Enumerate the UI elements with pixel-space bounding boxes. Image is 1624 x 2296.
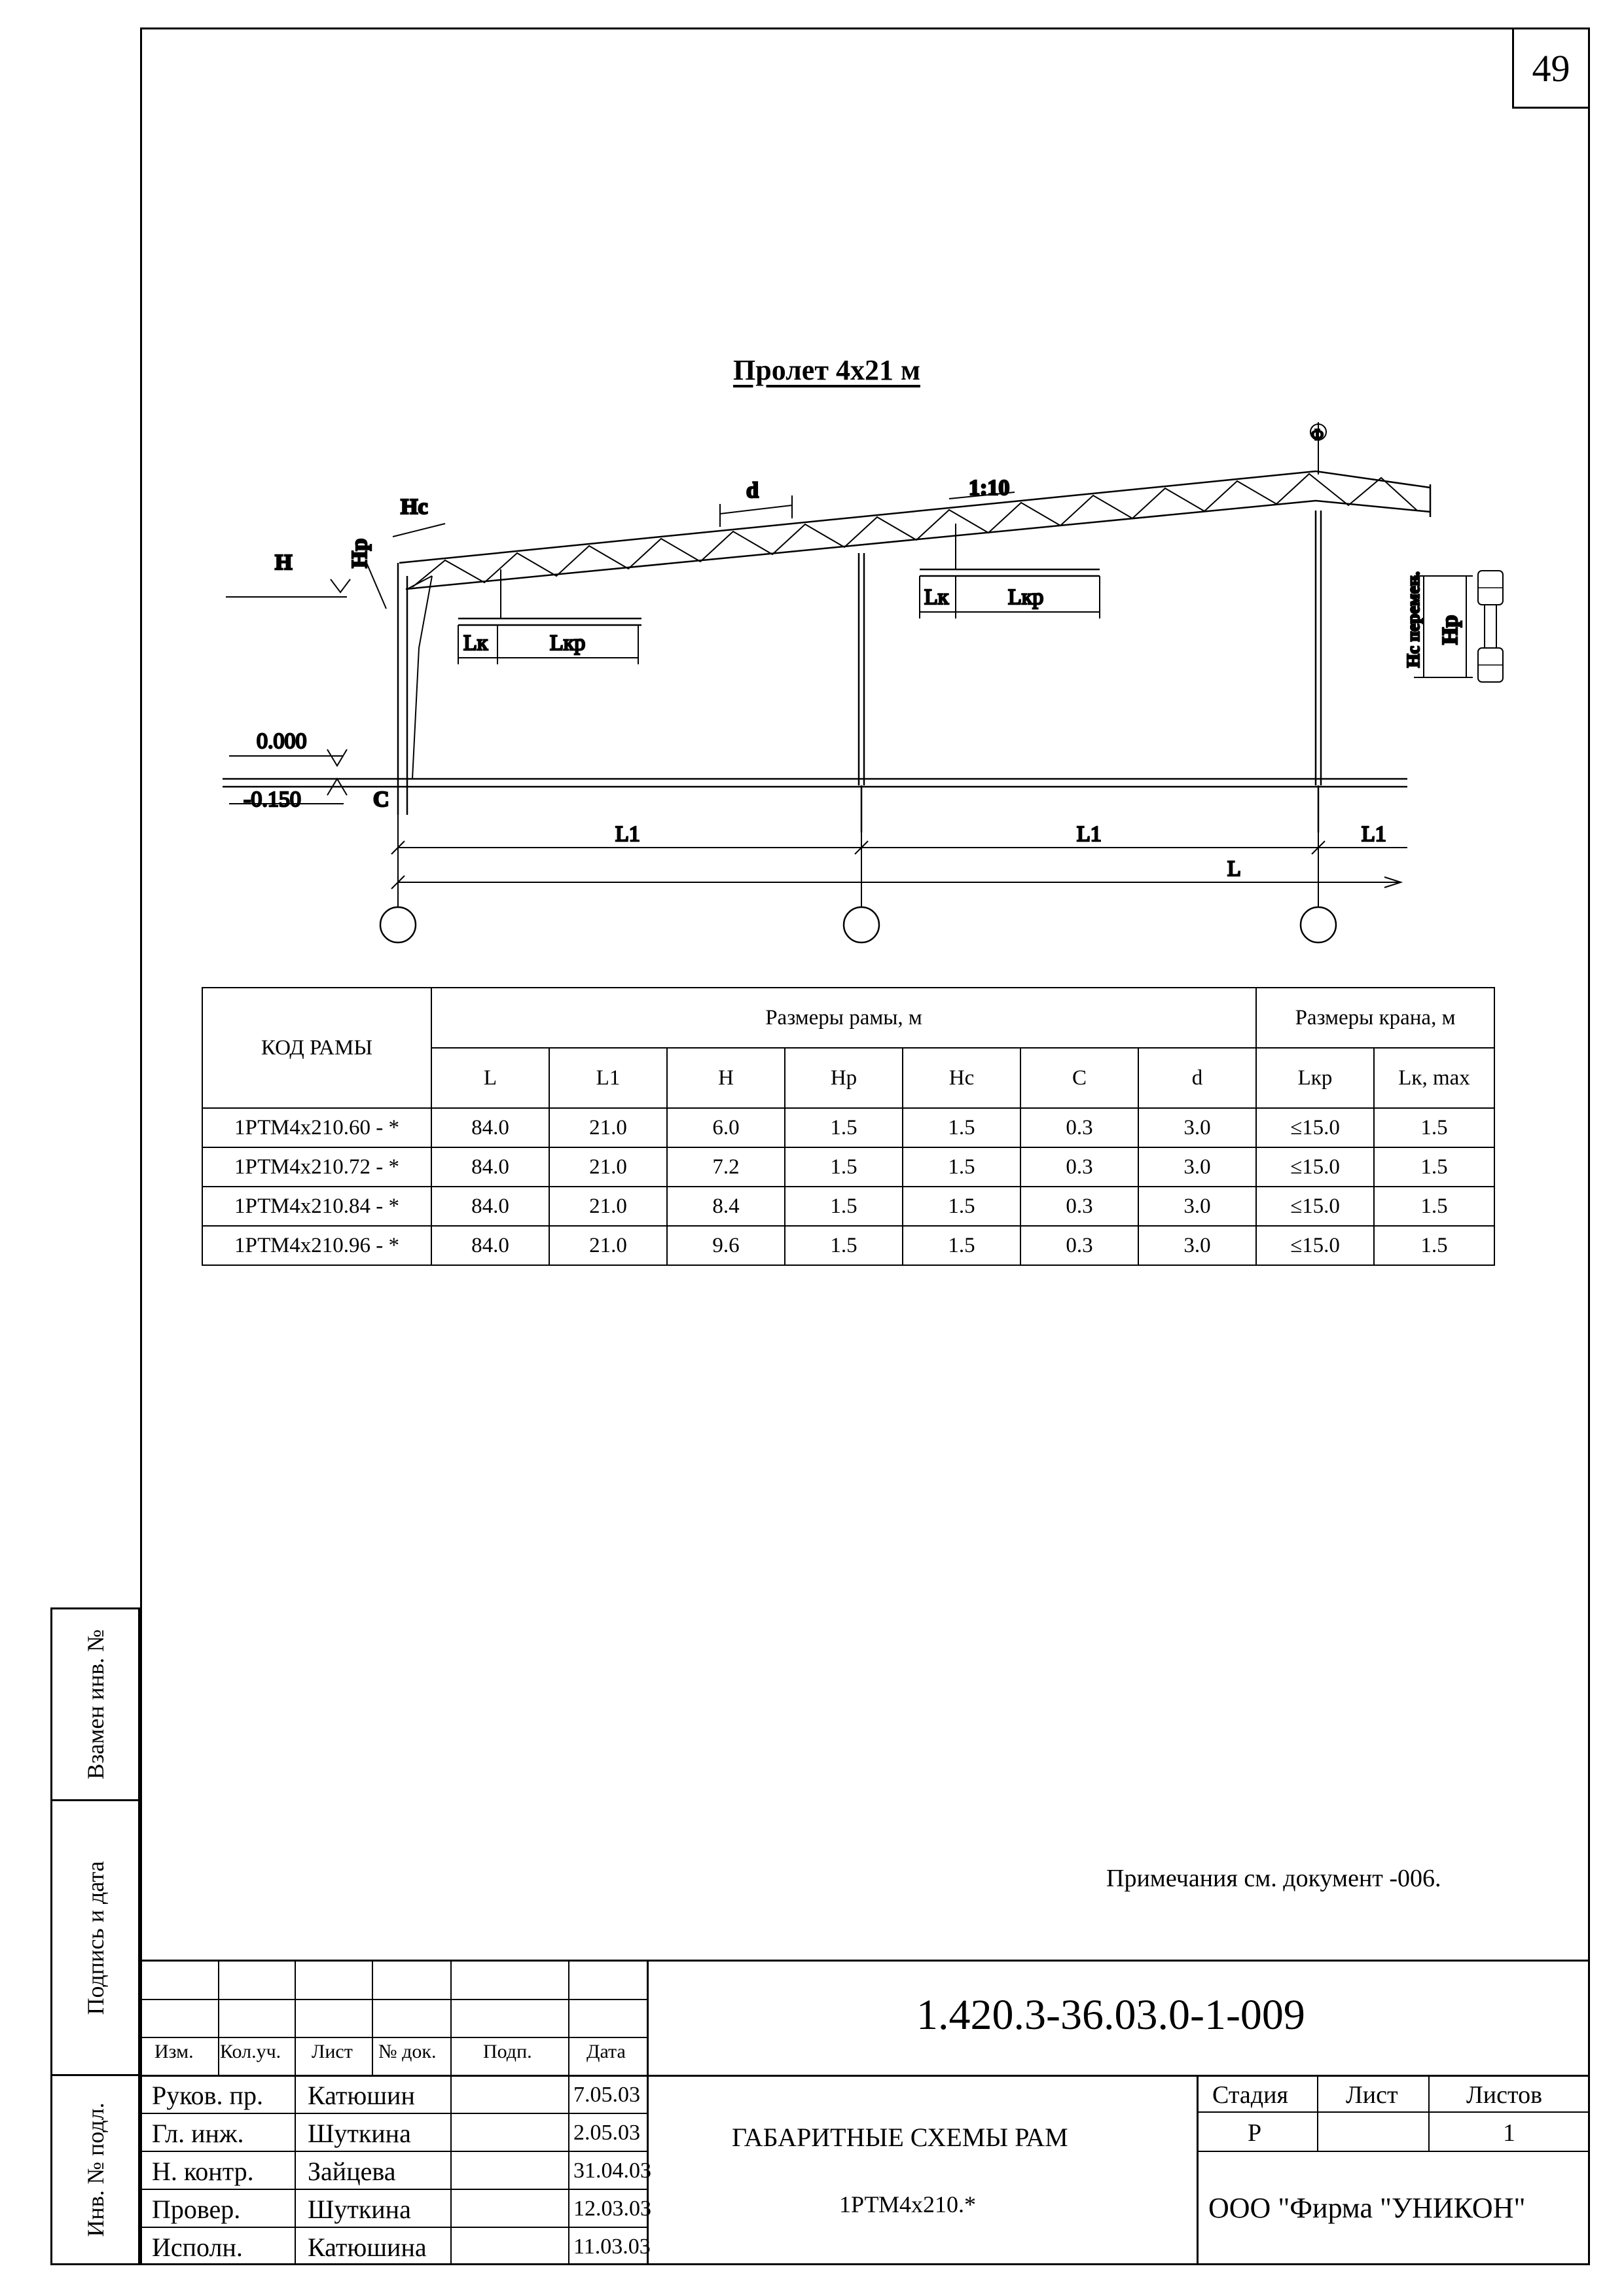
cell: 1.5 bbox=[785, 1187, 903, 1226]
cell: 21.0 bbox=[549, 1187, 667, 1226]
cell: 1.5 bbox=[785, 1147, 903, 1187]
sheets-value: 1 bbox=[1503, 2119, 1515, 2147]
strip-replace-inv bbox=[50, 1607, 140, 1801]
label-C: C bbox=[373, 787, 389, 812]
truss-web bbox=[412, 474, 1417, 587]
strip-label: Инв. № подл. bbox=[82, 2102, 109, 2237]
cell: 1.5 bbox=[1374, 1108, 1494, 1147]
tb-header-izm: Изм. bbox=[154, 2041, 194, 2062]
col-header: d bbox=[1138, 1048, 1256, 1108]
cell: 0.3 bbox=[1020, 1187, 1138, 1226]
sheet-label: Лист bbox=[1346, 2081, 1398, 2109]
row-code: 1РТМ4х210.96 - * bbox=[202, 1226, 431, 1265]
strip-label: Взамен инв. № bbox=[82, 1629, 109, 1780]
header-frame-sizes: Размеры рамы, м bbox=[431, 988, 1256, 1048]
company-name: ООО "Фирма "УНИКОН" bbox=[1208, 2192, 1526, 2224]
col-header: C bbox=[1020, 1048, 1138, 1108]
tb-header-list: Лист bbox=[312, 2041, 353, 2062]
cell: 8.4 bbox=[667, 1187, 785, 1226]
sheets-label: Листов bbox=[1466, 2081, 1543, 2109]
page-number: 49 bbox=[1512, 27, 1590, 109]
tb-header-data: Дата bbox=[586, 2041, 626, 2062]
tb-header-kol: Кол.уч. bbox=[220, 2041, 281, 2062]
row-code: 1РТМ4х210.60 - * bbox=[202, 1108, 431, 1147]
label-level-minus: -0.150 bbox=[244, 787, 301, 812]
label-Hp: Hp bbox=[348, 538, 372, 568]
table-row bbox=[202, 1187, 1494, 1226]
label-L: L bbox=[1227, 857, 1241, 881]
cell: 3.0 bbox=[1138, 1187, 1256, 1226]
strip-label: Подпись и дата bbox=[82, 1861, 109, 2015]
table-row bbox=[202, 1147, 1494, 1187]
axis-top-letter: Ф bbox=[1311, 427, 1324, 444]
label-slope: 1:10 bbox=[969, 476, 1010, 500]
axis-bubble-2 bbox=[844, 907, 879, 942]
cell: 1.5 bbox=[1374, 1226, 1494, 1265]
label-L1-first: L1 bbox=[615, 822, 640, 846]
cell: 7.2 bbox=[667, 1147, 785, 1187]
label-H: H bbox=[275, 550, 293, 575]
cell: ≤15.0 bbox=[1256, 1147, 1374, 1187]
stage-value: Р bbox=[1248, 2119, 1262, 2147]
label-Lk-right: Lк bbox=[924, 585, 949, 609]
date: 7.05.03 bbox=[573, 2083, 640, 2107]
name: Шуткина bbox=[308, 2119, 411, 2148]
left-column-haunch bbox=[412, 576, 432, 779]
cell: 1.5 bbox=[1374, 1147, 1494, 1187]
label-hc-variable: Hc перемен. bbox=[1403, 571, 1423, 668]
cell: 21.0 bbox=[549, 1147, 667, 1187]
col-header: Lк, max bbox=[1374, 1048, 1494, 1108]
date: 31.04.03 bbox=[573, 2159, 651, 2183]
col-header: H bbox=[667, 1048, 785, 1108]
label-Lkp-left: Lкр bbox=[550, 631, 586, 655]
col-header: Hc bbox=[903, 1048, 1020, 1108]
role: Провер. bbox=[152, 2195, 241, 2224]
cell: ≤15.0 bbox=[1256, 1187, 1374, 1226]
tb-header-ndoc: № док. bbox=[378, 2041, 437, 2062]
role: Руков. пр. bbox=[152, 2081, 263, 2110]
table-row bbox=[202, 1226, 1494, 1265]
role: Гл. инж. bbox=[152, 2119, 244, 2148]
cell: 3.0 bbox=[1138, 1147, 1256, 1187]
label-Hp-section: Hp bbox=[1438, 615, 1462, 645]
name: Катюшина bbox=[308, 2233, 427, 2262]
role: Исполн. bbox=[152, 2233, 243, 2262]
stage-label: Стадия bbox=[1212, 2081, 1288, 2109]
axis-bubble-3 bbox=[1301, 907, 1336, 942]
cell: 1.5 bbox=[785, 1226, 903, 1265]
drawing-subtitle: 1РТМ4х210.* bbox=[839, 2191, 976, 2217]
name: Катюшин bbox=[308, 2081, 415, 2110]
col-header: Lкр bbox=[1256, 1048, 1374, 1108]
tb-header-podp: Подп. bbox=[483, 2041, 532, 2062]
cell: 6.0 bbox=[667, 1108, 785, 1147]
label-Lk-left: Lк bbox=[463, 631, 488, 655]
label-L1-second: L1 bbox=[1077, 822, 1102, 846]
cell: 1.5 bbox=[903, 1226, 1020, 1265]
cell: 0.3 bbox=[1020, 1226, 1138, 1265]
drawing-title: Пролет 4х21 м bbox=[733, 354, 920, 386]
strip-sign-date bbox=[50, 1801, 140, 2076]
row-code: 1РТМ4х210.84 - * bbox=[202, 1187, 431, 1226]
cell: ≤15.0 bbox=[1256, 1108, 1374, 1147]
date: 12.03.03 bbox=[573, 2197, 651, 2221]
label-Lkp-right: Lкр bbox=[1008, 585, 1044, 609]
label-L1-third: L1 bbox=[1362, 822, 1386, 846]
name: Шуткина bbox=[308, 2195, 411, 2224]
notes-reference: Примечания см. документ -006. bbox=[1106, 1865, 1441, 1892]
date: 2.05.03 bbox=[573, 2121, 640, 2145]
cell: ≤15.0 bbox=[1256, 1226, 1374, 1265]
doc-number: 1.420.3-36.03.0-1-009 bbox=[916, 1991, 1305, 2039]
drawing-name: ГАБАРИТНЫЕ СХЕМЫ РАМ bbox=[732, 2123, 1068, 2152]
cell: 84.0 bbox=[431, 1147, 549, 1187]
col-header: L bbox=[431, 1048, 549, 1108]
frame-sizes-table bbox=[202, 987, 1495, 1266]
role: Н. контр. bbox=[152, 2157, 254, 2186]
row-code: 1РТМ4х210.72 - * bbox=[202, 1147, 431, 1187]
cell: 1.5 bbox=[903, 1187, 1020, 1226]
cell: 3.0 bbox=[1138, 1226, 1256, 1265]
col-header: Hp bbox=[785, 1048, 903, 1108]
cell: 0.3 bbox=[1020, 1108, 1138, 1147]
label-Hc: Hc bbox=[401, 495, 428, 519]
label-level-zero: 0.000 bbox=[257, 729, 307, 753]
header-crane-sizes: Размеры крана, м bbox=[1256, 988, 1494, 1048]
cell: 84.0 bbox=[431, 1226, 549, 1265]
date: 11.03.03 bbox=[573, 2234, 651, 2259]
col-header: L1 bbox=[549, 1048, 667, 1108]
label-d: d bbox=[746, 478, 759, 503]
bottom-chord bbox=[406, 501, 1316, 589]
cell: 21.0 bbox=[549, 1108, 667, 1147]
strip-inv-orig bbox=[50, 2076, 140, 2265]
cell: 1.5 bbox=[785, 1108, 903, 1147]
cell: 1.5 bbox=[903, 1147, 1020, 1187]
cell: 84.0 bbox=[431, 1108, 549, 1147]
cell: 9.6 bbox=[667, 1226, 785, 1265]
top-chord bbox=[399, 471, 1316, 563]
cell: 0.3 bbox=[1020, 1147, 1138, 1187]
cell: 1.5 bbox=[1374, 1187, 1494, 1226]
axis-bubble-1 bbox=[380, 907, 416, 942]
cell: 84.0 bbox=[431, 1187, 549, 1226]
cell: 1.5 bbox=[903, 1108, 1020, 1147]
table-row bbox=[202, 1108, 1494, 1147]
cell: 3.0 bbox=[1138, 1108, 1256, 1147]
name: Зайцева bbox=[308, 2157, 396, 2186]
cell: 21.0 bbox=[549, 1226, 667, 1265]
header-code: КОД РАМЫ bbox=[202, 988, 431, 1108]
